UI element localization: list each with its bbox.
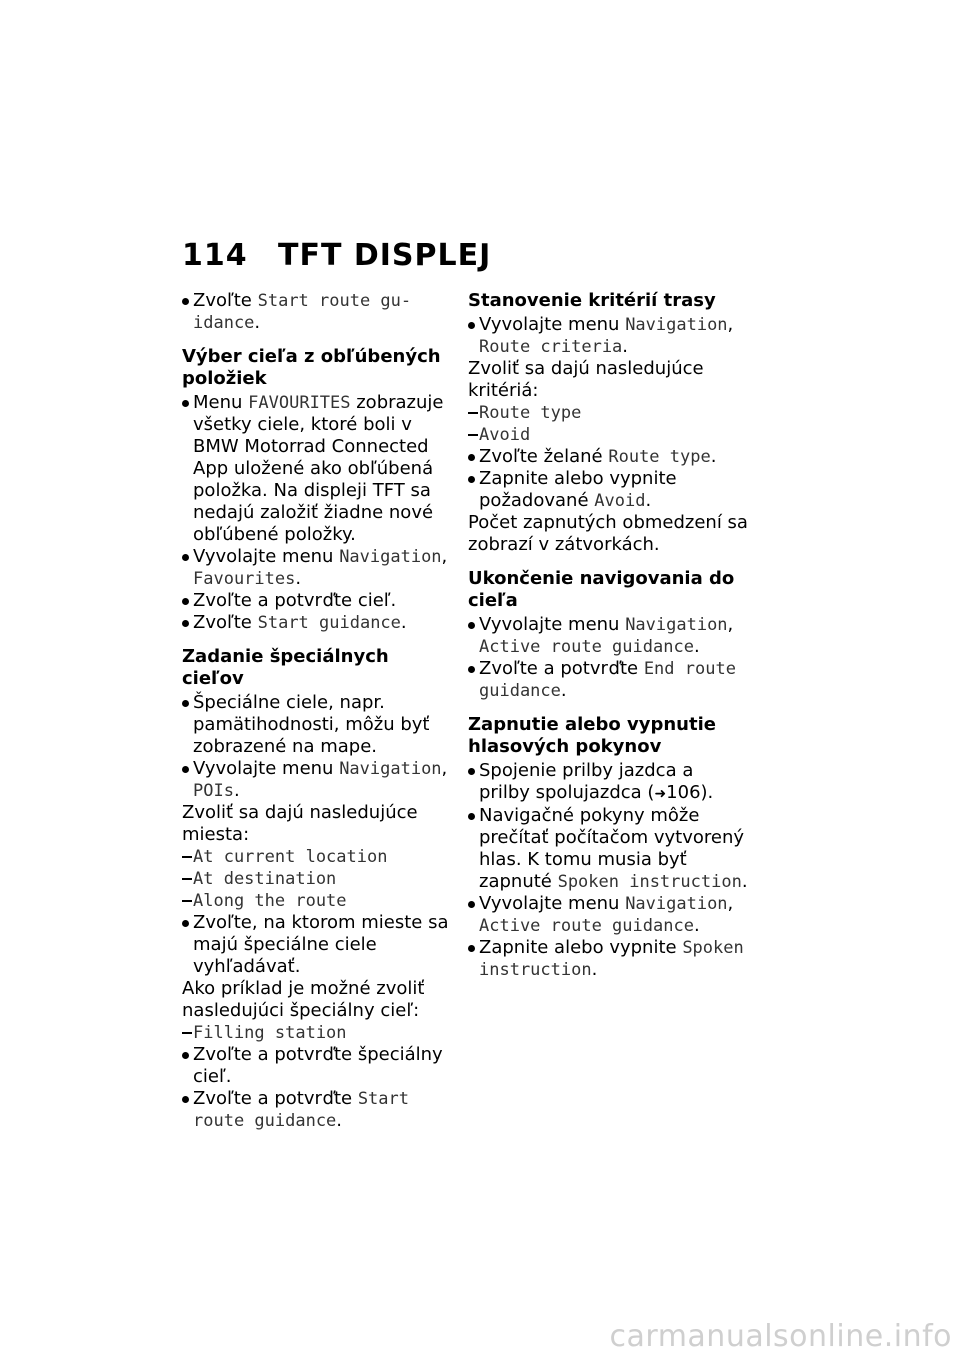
section-heading: Ukončenie navigovania do cieľa [468, 568, 735, 611]
code-text: Along the route [193, 891, 347, 911]
code-text: End route guidance [479, 659, 736, 701]
code-text: Start route guidance [193, 1089, 409, 1131]
dash-item [468, 402, 748, 424]
list-item: Špeciálne ciele, napr. pamätihodnosti, môžu byť zobrazené na mape. [182, 692, 452, 758]
text: . [336, 1110, 343, 1131]
text: . [560, 680, 567, 701]
code-text: Start route gu-idance [193, 291, 412, 333]
text: Vyvolajte menu [193, 546, 340, 567]
code-text: Spoken instruction [479, 938, 744, 980]
text: . [591, 959, 598, 980]
dash-item [468, 424, 748, 446]
code-text: Route type [608, 447, 711, 467]
text: Zvoľte [193, 612, 258, 633]
paragraph: Zvoliť sa dajú nasledujúce miesta: [182, 802, 418, 845]
list-item [468, 760, 748, 805]
list-item [182, 290, 452, 334]
code-text: Navigation [625, 315, 728, 335]
list-item [468, 614, 748, 658]
list-item: Zvoľte, na ktorom mieste sa majú špeciálne ciele vyhľadávať. [182, 912, 452, 978]
code-text: Avoid [479, 425, 531, 445]
code-text: Active route guidance [479, 916, 694, 936]
list-item [182, 546, 452, 590]
list-item [182, 392, 452, 546]
code-text: Navigation [339, 547, 442, 567]
text: Zvoľte a potvrďte [479, 658, 644, 679]
text: . [710, 446, 717, 467]
code-text: Route type [479, 403, 582, 423]
text: Vyvolajte menu [479, 614, 626, 635]
list-item [182, 1088, 452, 1132]
text: . [645, 490, 652, 511]
code-text: FAVOURITES [248, 393, 351, 413]
text: . [741, 871, 748, 892]
text: Zvoľte želané [479, 446, 609, 467]
text: Zvoľte [193, 290, 258, 311]
watermark: carmanualsonline.info [609, 1319, 952, 1354]
text: Vyvolajte menu [479, 314, 626, 335]
code-text: Avoid [594, 491, 646, 511]
section-heading: Zapnutie alebo vypnutie hlasových pokynov [468, 714, 716, 757]
text: zobrazuje všetky ciele, ktoré boli v BMW Motorrad Connected App uložené ako obľúbená položka. Na displeji TFT sa nedajú založiť žiadne nové obľúbené položky. [193, 392, 444, 545]
list-item [182, 758, 452, 802]
code-text: Favourites [193, 569, 296, 589]
list-item [468, 893, 748, 937]
dash-item [182, 868, 452, 890]
text: ). [700, 782, 714, 803]
text: Menu [193, 392, 249, 413]
text: . [295, 568, 302, 589]
text: . [622, 336, 629, 357]
list-item: Zvoľte a potvrďte špeciálny cieľ. [182, 1044, 452, 1088]
text: . [233, 780, 240, 801]
text: , [727, 893, 734, 914]
code-text: Spoken instruction [557, 872, 742, 892]
paragraph: Počet zapnutých obmedzení sa zobrazí v zátvorkách. [468, 512, 748, 555]
code-text: Active route guidance [479, 637, 694, 657]
text: , [441, 758, 448, 779]
code-text: Navigation [625, 615, 728, 635]
code-text: Start guidance [257, 613, 401, 633]
page-header [182, 238, 491, 273]
text: . [400, 612, 407, 633]
list-item: Zvoľte a potvrďte cieľ. [182, 590, 452, 612]
code-text: POIs [193, 781, 234, 801]
section-heading: Výber cieľa z obľúbených položiek [182, 346, 441, 389]
dash-item [182, 1022, 452, 1044]
section-heading: Zadanie špeciálnych cieľov [182, 646, 389, 689]
text: Vyvolajte menu [193, 758, 340, 779]
page-reference-link[interactable]: 106 [666, 782, 701, 803]
text: Navigačné pokyny môže prečítať počítačom vytvorený hlas. K tomu musia byť zapnuté [479, 805, 745, 892]
code-text: Filling station [193, 1023, 347, 1043]
text: Zapnite alebo vypnite požadované [479, 468, 677, 511]
list-item [468, 937, 748, 981]
paragraph: Ako príklad je možné zvoliť nasledujúci špeciálny cieľ: [182, 978, 425, 1021]
text: Spojenie prilby jazdca a prilby spolujazdca ( [479, 760, 694, 803]
text: . [693, 636, 700, 657]
dash-item [182, 846, 452, 868]
arrow-right-icon: ➜ [654, 786, 667, 802]
list-item [468, 314, 748, 358]
code-text: Route criteria [479, 337, 623, 357]
text: Zvoľte a potvrďte [193, 1088, 358, 1109]
paragraph: Zvoliť sa dajú nasledujúce kritériá: [468, 358, 704, 401]
page-number: 114 [182, 238, 248, 273]
list-item [468, 446, 748, 468]
text: , [441, 546, 448, 567]
text: Zapnite alebo vypnite [479, 937, 683, 958]
right-column [468, 290, 748, 981]
text: . [693, 915, 700, 936]
left-column [182, 290, 452, 1132]
code-text: Navigation [339, 759, 442, 779]
list-item [468, 805, 748, 893]
text: Vyvolajte menu [479, 893, 626, 914]
code-text: Navigation [625, 894, 728, 914]
code-text: At current location [193, 847, 388, 867]
text: , [727, 614, 734, 635]
text: , [727, 314, 734, 335]
list-item [468, 658, 748, 702]
code-text: At destination [193, 869, 337, 889]
chapter-title: TFT DISPLEJ [278, 238, 492, 273]
section-heading: Stanovenie kritérií trasy [468, 290, 716, 311]
text: . [254, 312, 261, 333]
list-item [468, 468, 748, 512]
dash-item [182, 890, 452, 912]
list-item [182, 612, 452, 634]
